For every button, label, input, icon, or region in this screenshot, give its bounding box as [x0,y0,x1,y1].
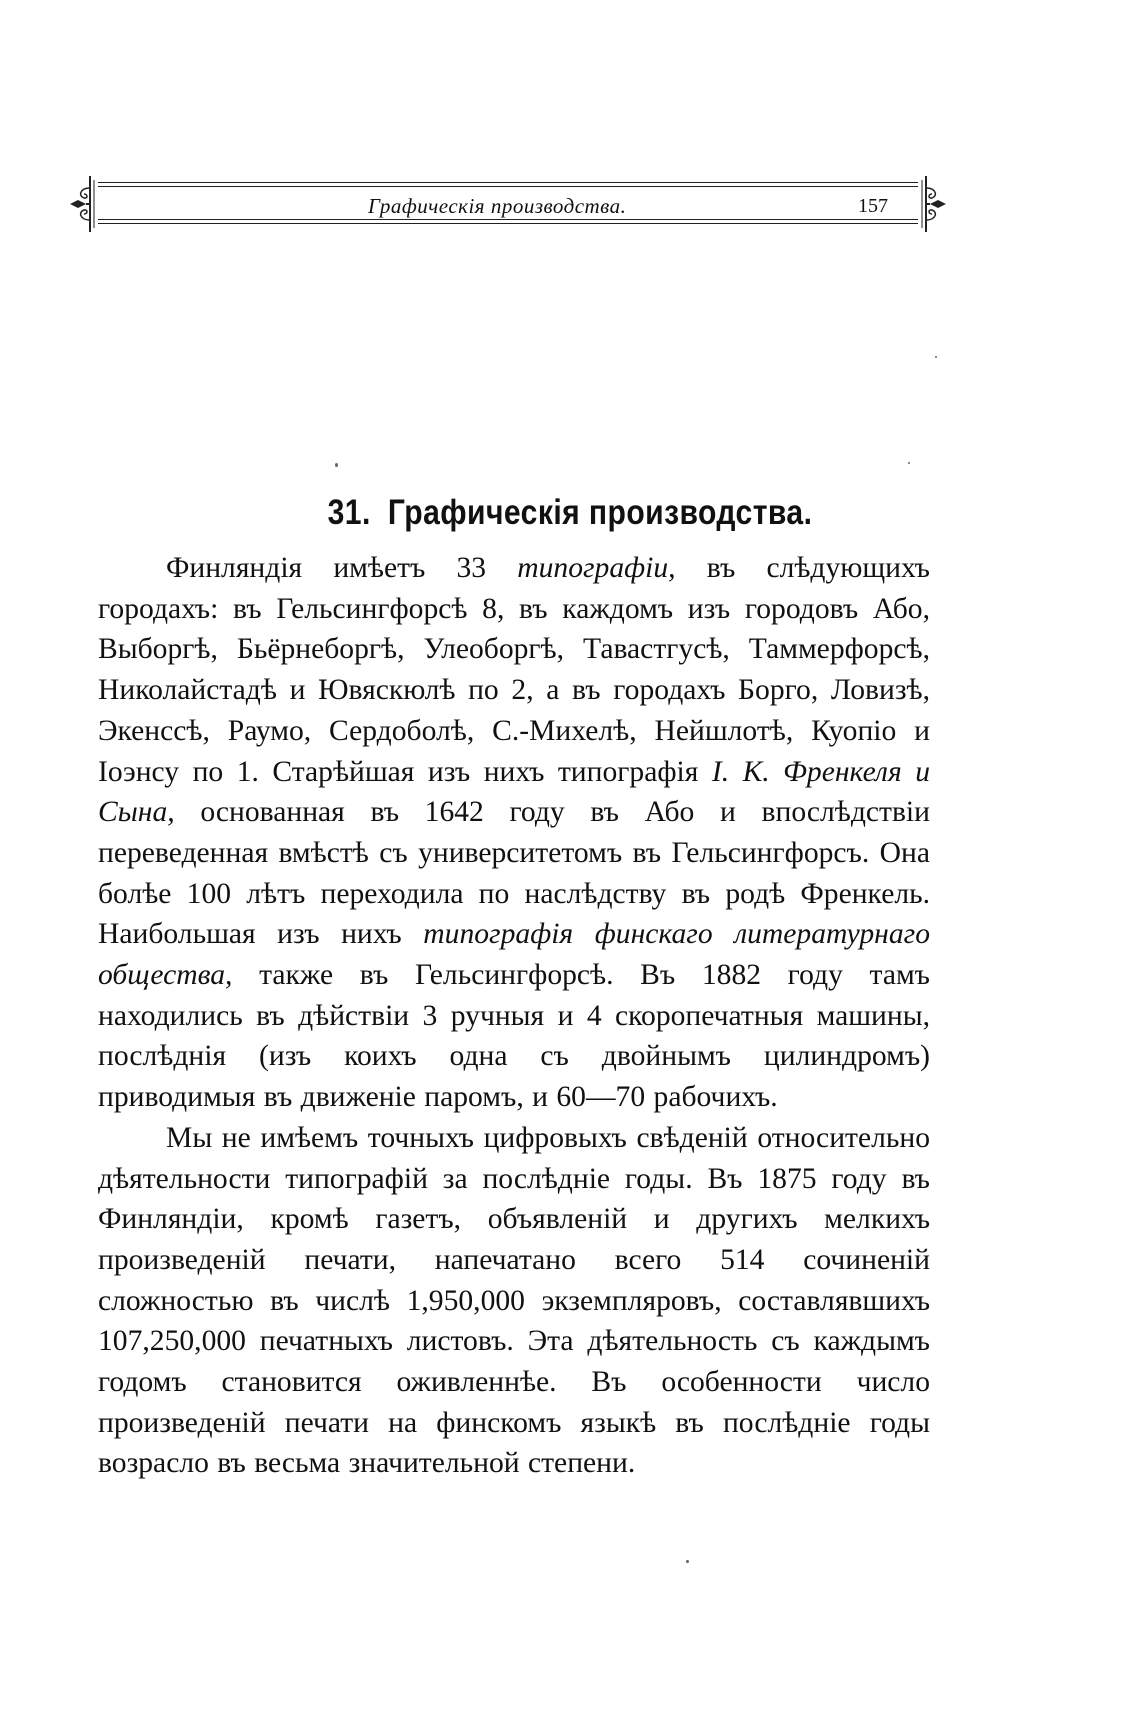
paragraph-2: Мы не имѣемъ точныхъ цифровыхъ свѣденій относительно дѣятельности типографій за послѣдніе годы. Въ 1875 году въ Финляндіи, кромѣ газетъ, объявленій и другихъ мелкихъ произведеній печати, напечатано всего 514 сочиненій сложностью въ числѣ 1,950,000 экземпляровъ, составлявшихъ 107,250,000 печатныхъ листовъ. Эта дѣятельность съ каждымъ годомъ становится оживленнѣе. Въ особенности число произведеній печати на финскомъ языкѣ въ послѣдніе годы возрасло въ весьма значительной степени. [98,1121,930,1480]
print-speck [935,356,937,358]
emphasis-typographies: типографіи, [517,552,676,584]
paragraph-1 [98,548,930,1118]
section-title: Графическія производства. [387,493,813,533]
text-run: Финляндія имѣетъ 33 [166,552,518,584]
print-speck [335,463,338,467]
text-run: основанная въ 1642 году въ Або и впослѣдствіи переведенная вмѣстѣ съ университетомъ въ Гельсингфорсъ. Она болѣе 100 лѣтъ переходила по наслѣдству въ родѣ Френкель. Наибольшая изъ нихъ [98,796,930,951]
section-heading [80,493,1060,533]
emphasis-frenckell: І. К. Френкеля и Сына, [98,755,930,829]
section-number: 31. [327,493,371,533]
print-speck [686,1560,689,1563]
page-number: 157 [858,195,888,217]
emphasis-literary-society: типографія финскаго литературнаго общества, [98,918,930,992]
running-header [68,170,948,238]
print-speck [908,462,910,464]
text-run: въ слѣдующихъ городахъ: въ Гельсингфорсѣ 8, въ каждомъ изъ городовъ Або, Выборгѣ, Бьёрнеборгѣ, Улеоборгѣ, Тавастгусѣ, Таммерфорсѣ, Николайстадѣ и Ювяскюлѣ по 2, а въ городахъ Борго, Ловизѣ, Экенссѣ, Раумо, Сердоболѣ, С.-Михелѣ, Нейшлотѣ, Куопіо и Іоэнсу по 1. Старѣйшая изъ нихъ типографія [98,552,930,788]
ornament-left-icon [68,170,98,238]
body-text [98,548,930,1484]
ornament-right-icon [918,170,948,238]
text-run: также въ Гельсингфорсѣ. Въ 1882 году тамъ находились въ дѣйствіи 3 ручныя и 4 скоропечатныя машины, послѣднія (изъ коихъ одна съ двойнымъ цилиндромъ) приводимыя въ движеніе паромъ, и 60—70 рабочихъ. [98,959,930,1114]
running-title: Графическія производства. [368,194,627,218]
